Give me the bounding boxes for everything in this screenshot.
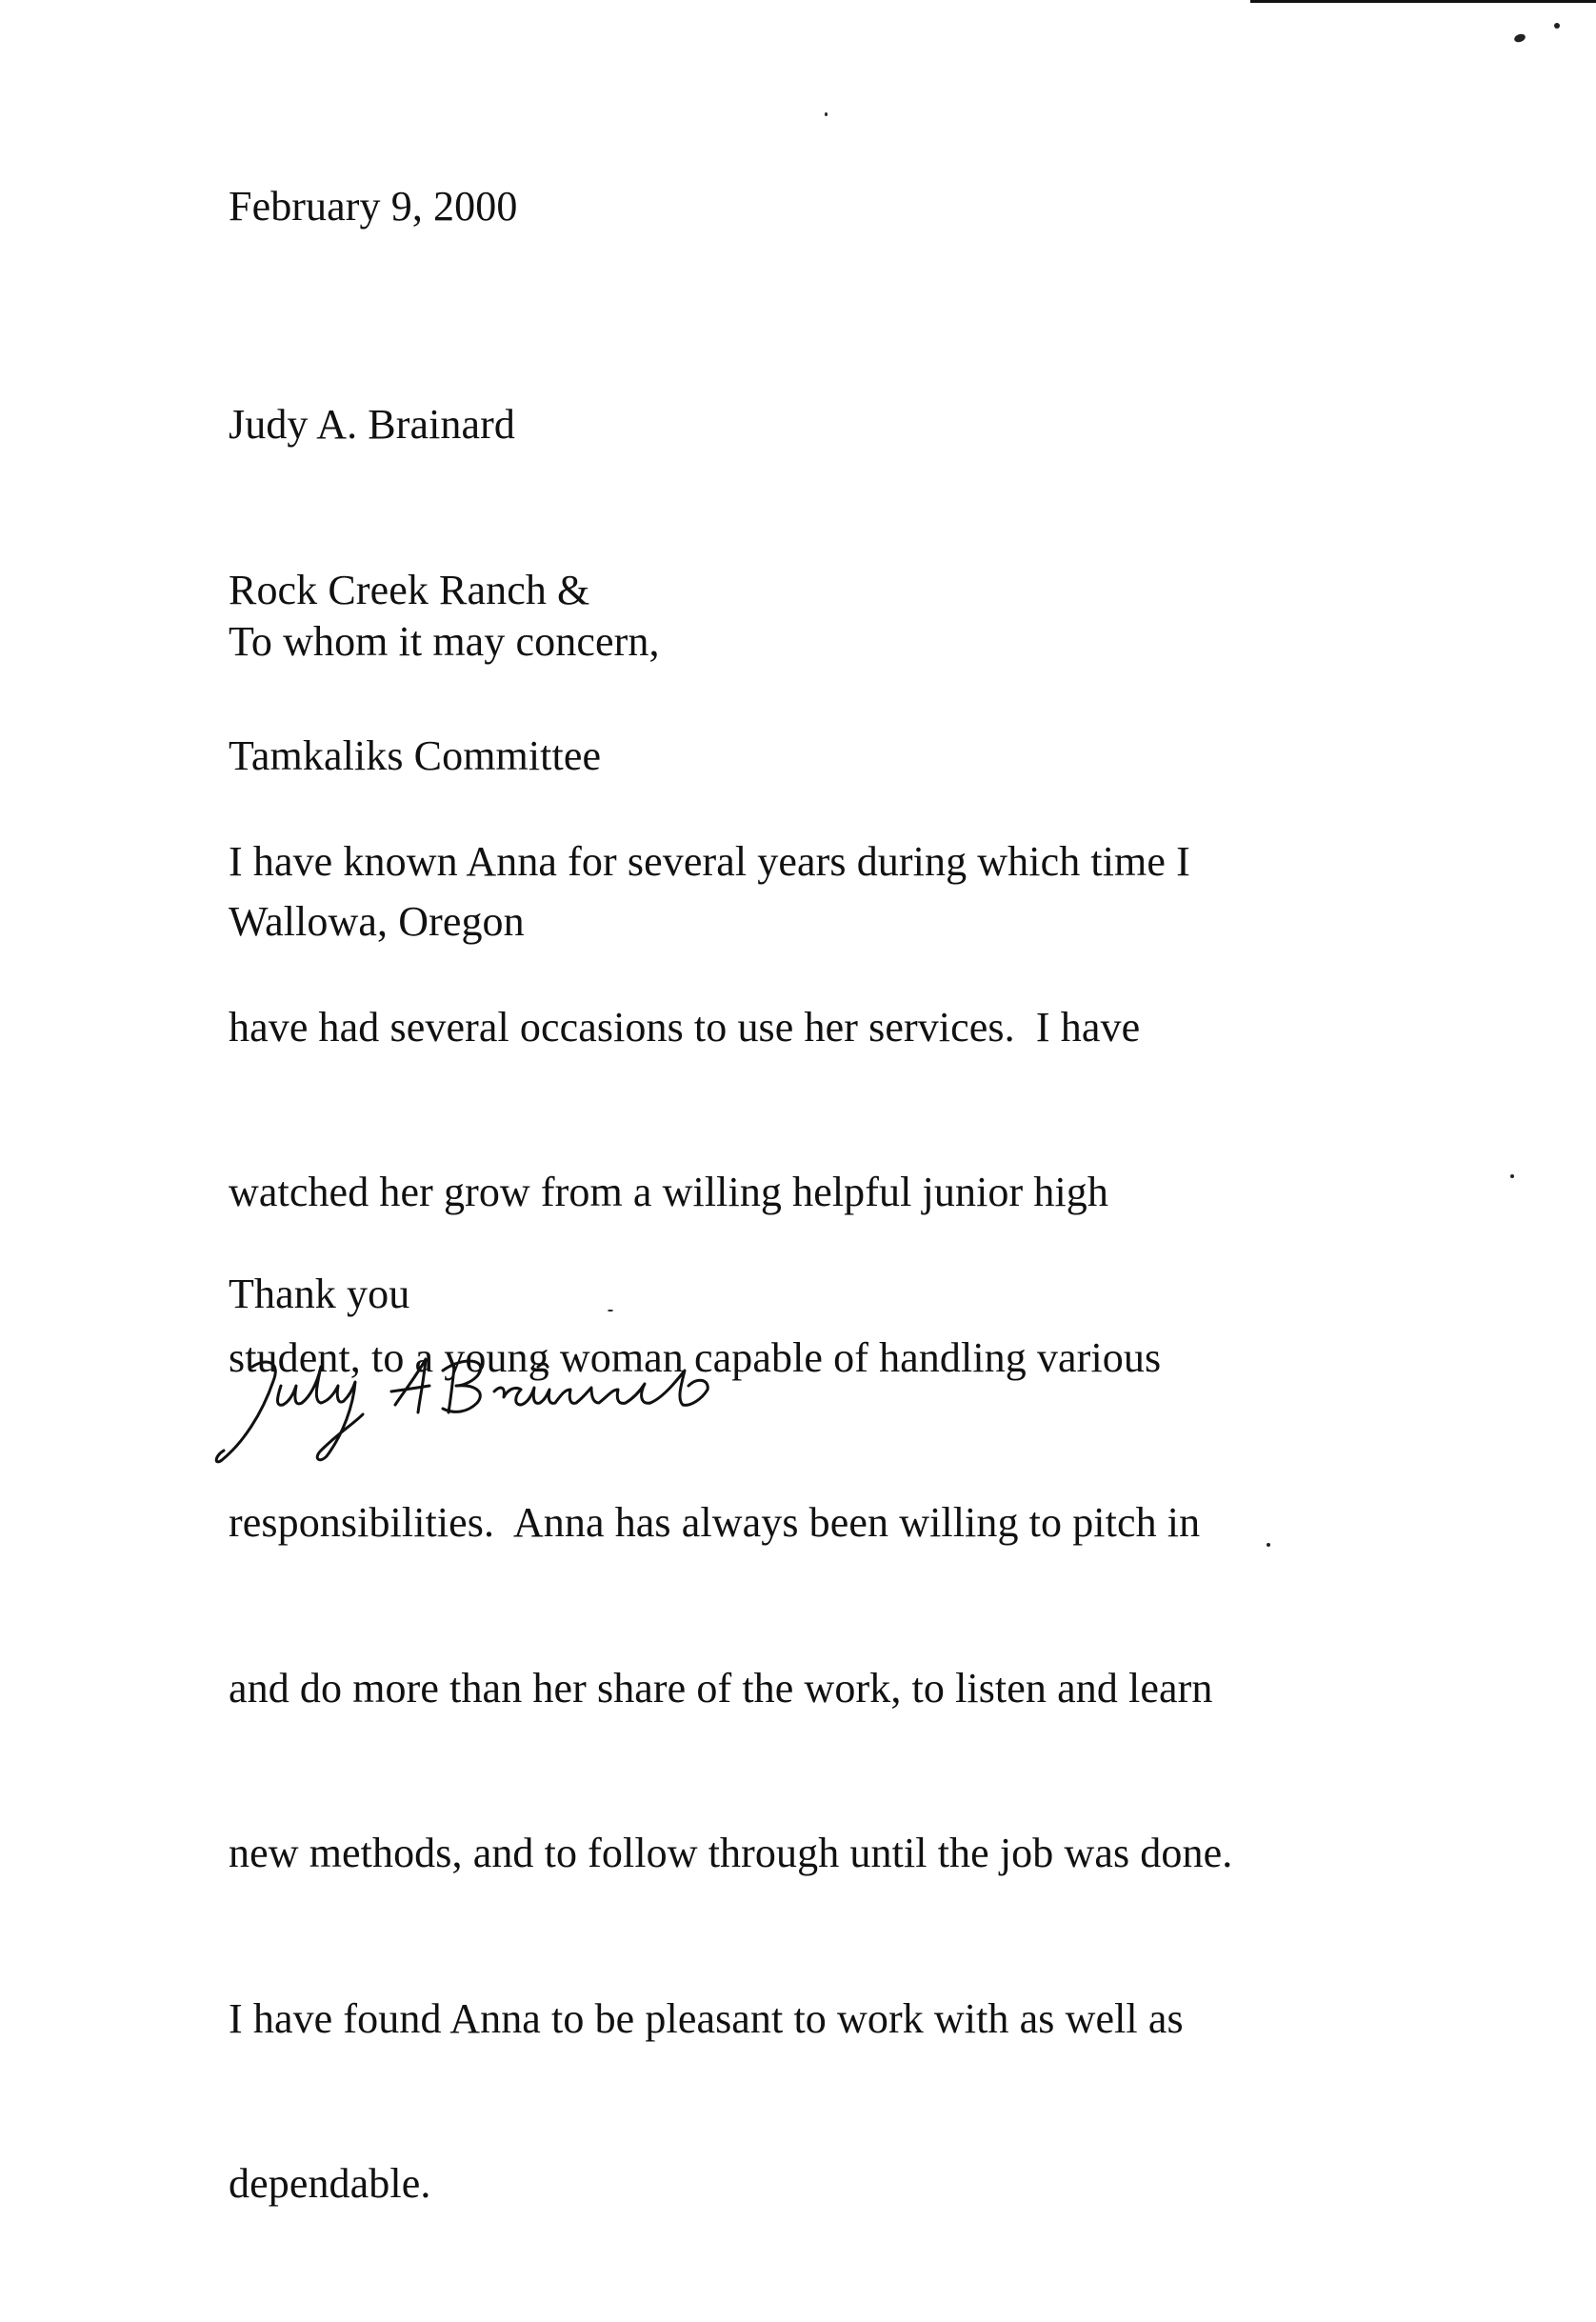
scan-speck [1554, 23, 1560, 29]
address-line-name: Judy A. Brainard [229, 401, 516, 448]
body-line: student, to a young woman capable of handling various [229, 1333, 1162, 1381]
address-line-location: Wallowa, Oregon [229, 898, 525, 945]
body-line: dependable. [229, 2160, 431, 2207]
closing: Thank you [229, 1271, 410, 1317]
address-line-committee: Tamkaliks Committee [229, 732, 602, 779]
body-line: responsibilities. Anna has always been willing to pitch in [229, 1499, 1201, 1546]
scan-speck [1510, 1174, 1514, 1178]
letter-body [229, 724, 1232, 2322]
body-line: I have known Anna for several years during which time I [229, 838, 1190, 885]
body-line: and do more than her share of the work, to listen and learn [229, 1664, 1213, 1711]
salutation: To whom it may concern, [229, 618, 660, 665]
handwritten-signature [214, 1338, 728, 1471]
scan-speck [825, 112, 828, 116]
letter-date: February 9, 2000 [229, 183, 518, 230]
scan-speck [1267, 1543, 1270, 1547]
body-line: I have found Anna to be pleasant to work with as well as [229, 1994, 1184, 2042]
body-line: new methods, and to follow through until the job was done. [229, 1830, 1233, 1876]
scan-speck [1513, 32, 1526, 44]
address-line-ranch: Rock Creek Ranch & [229, 567, 590, 613]
body-line: have had several occasions to use her services. I have [229, 1003, 1141, 1051]
body-line: watched her grow from a willing helpful junior high [229, 1169, 1108, 1215]
scan-edge-rule [1250, 0, 1596, 3]
